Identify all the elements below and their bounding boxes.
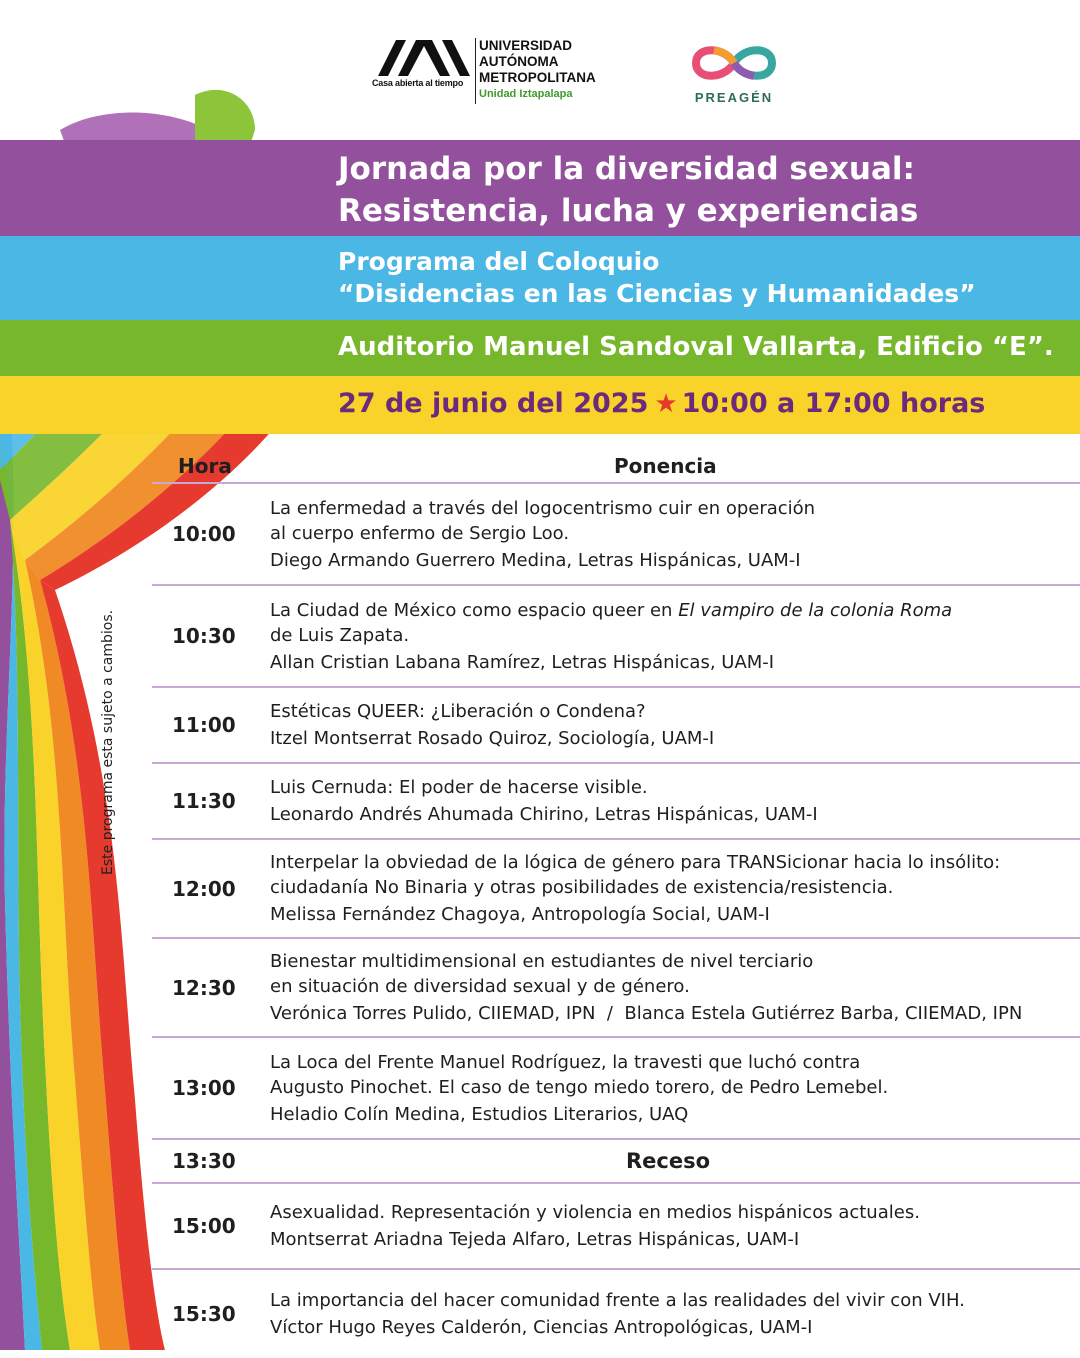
schedule-table [152,450,1080,1358]
table-row [152,764,1080,840]
infinity-icon [684,38,784,88]
talk-title-line2: en situación de diversidad sexual y de género. [270,976,690,997]
date-time [338,386,985,422]
uam-emblem-icon [378,40,470,76]
table-row [152,1270,1080,1358]
talk-title: La Ciudad de México como espacio queer en El vampiro de la colonia Roma [270,599,953,621]
uam-separator [475,38,476,104]
table-row [152,688,1080,764]
talk-title: Luis Cernuda: El poder de hacerse visible. [270,777,648,798]
venue-banner [0,320,1080,376]
table-row [152,484,1080,586]
talk-title: La enfermedad a través del logocentrismo cuir en operación [270,497,816,519]
talk-author: Leonardo Andrés Ahumada Chirino, Letras Hispánicas, UAM-I [270,804,818,825]
program-banner [0,236,1080,320]
program-title: Programa del Coloquio “Disidencias en las Ciencias y Humanidades” [338,247,976,308]
talk-author: Heladio Colín Medina, Estudios Literarios, UAQ [270,1103,689,1125]
talk-title: Interpelar la obviedad de la lógica de género para TRANSicionar hacia lo insólito: [270,852,1001,873]
talk-title-line2: al cuerpo enfermo de Sergio Loo. [270,522,570,544]
talk-title: La Loca del Frente Manuel Rodríguez, la travesti que luchó contra [270,1051,861,1073]
uam-name: UNIVERSIDAD AUTÓNOMA METROPOLITANA Unidad Iztapalapa [479,38,596,100]
row-time: 10:00 [172,522,236,546]
uam-unit: Unidad Iztapalapa [479,88,573,100]
recess-label: Receso [626,1149,711,1173]
event-date: 27 de junio del 2025 [338,388,649,419]
row-time: 15:00 [172,1214,236,1238]
venue: Auditorio Manuel Sandoval Vallarta, Edificio “E”. [338,332,1054,362]
talk-author: Verónica Torres Pulido, CIIEMAD, IPN / Blanca Estela Gutiérrez Barba, CIIEMAD, IPN [270,1003,1023,1024]
talk-author: Melissa Fernández Chagoya, Antropología Social, UAM-I [270,904,770,925]
table-row-recess [152,1140,1080,1184]
talk-title: La importancia del hacer comunidad frente a las realidades del vivir con VIH. [270,1290,965,1311]
talk-author: Víctor Hugo Reyes Calderón, Ciencias Antropológicas, UAM-I [270,1317,813,1338]
book-title: El vampiro de la colonia Roma [678,599,953,621]
talk-title-line2: Augusto Pinochet. El caso de tengo miedo torero, de Pedro Lemebel. [270,1076,889,1098]
title-banner [0,140,1080,236]
row-time: 12:00 [172,876,236,901]
row-time: 10:30 [172,624,236,648]
row-time: 11:30 [172,789,236,813]
column-header-talk: Ponencia [614,454,717,478]
talk-author: Itzel Montserrat Rosado Quiroz, Sociología, UAM-I [270,728,715,749]
preagen-logo [684,38,784,108]
row-time: 12:30 [172,975,236,1000]
talk-title-line2: ciudadanía No Binaria y otras posibilidades de existencia/resistencia. [270,877,894,898]
uam-tagline: Casa abierta al tiempo [372,78,464,88]
row-time: 11:00 [172,713,236,737]
talk-author: Allan Cristian Labana Ramírez, Letras Hispánicas, UAM-I [270,651,775,673]
table-row [152,939,1080,1038]
talk-author: Montserrat Ariadna Tejeda Alfaro, Letras Hispánicas, UAM-I [270,1229,800,1250]
event-hours: 10:00 a 17:00 horas [681,388,986,419]
talk-title: Asexualidad. Representación y violencia en medios hispánicos actuales. [270,1202,920,1223]
table-row [152,1184,1080,1270]
row-time: 15:30 [172,1302,236,1326]
table-row [152,840,1080,939]
talk-title-line2: de Luis Zapata. [270,624,410,646]
talk-title: Estéticas QUEER: ¿Liberación o Condena? [270,701,646,722]
event-title: Jornada por la diversidad sexual: Resistencia, lucha y experiencias [338,151,919,229]
table-row [152,1038,1080,1140]
disclaimer-note: Este programa esta sujeto a cambios. [100,609,116,875]
table-header [152,450,1080,484]
preagen-name: PREAGÉN [694,90,774,105]
uam-logo [372,38,602,110]
column-header-time: Hora [178,454,232,478]
row-time: 13:30 [172,1149,236,1173]
row-time: 13:00 [172,1076,236,1100]
star-icon: ★ [654,389,678,419]
table-row [152,586,1080,688]
talk-title: Bienestar multidimensional en estudiantes de nivel terciario [270,951,814,972]
date-banner [0,376,1080,434]
talk-author: Diego Armando Guerrero Medina, Letras Hispánicas, UAM-I [270,549,801,571]
